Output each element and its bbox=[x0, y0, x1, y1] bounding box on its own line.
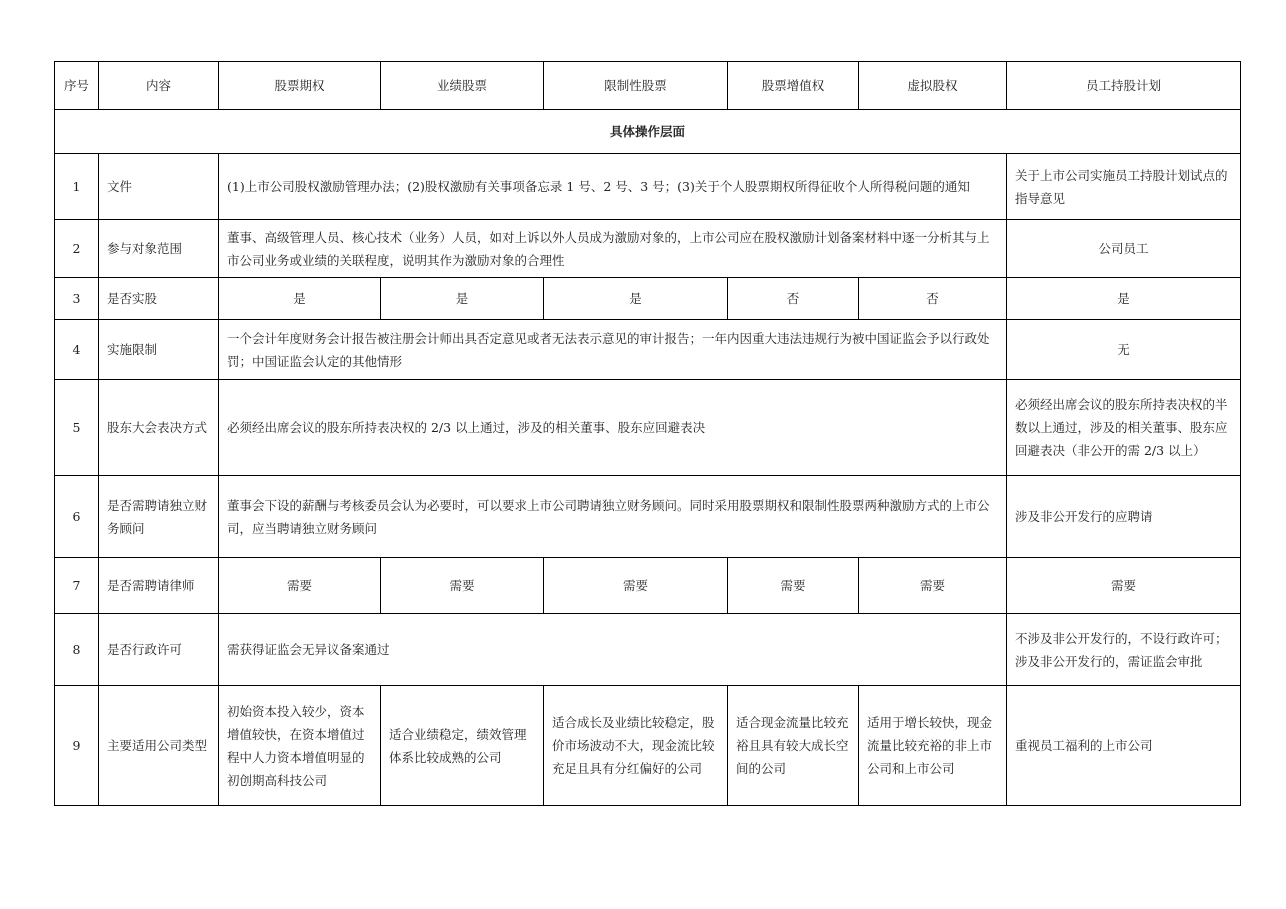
row-cell: 需要 bbox=[728, 558, 859, 614]
header-cell: 序号 bbox=[55, 62, 99, 110]
table-row bbox=[55, 476, 1241, 558]
table-row bbox=[55, 220, 1241, 278]
row-common-value: 需获得证监会无异议备案通过 bbox=[219, 614, 1007, 686]
table-row bbox=[55, 380, 1241, 476]
row-number: 2 bbox=[55, 220, 99, 278]
row-cell: 需要 bbox=[859, 558, 1007, 614]
table-row bbox=[55, 558, 1241, 614]
row-number: 7 bbox=[55, 558, 99, 614]
row-cell: 是 bbox=[381, 278, 544, 320]
row-item: 是否实股 bbox=[99, 278, 219, 320]
row-number: 5 bbox=[55, 380, 99, 476]
table-row bbox=[55, 154, 1241, 220]
table-row bbox=[55, 320, 1241, 380]
row-esop-value: 不涉及非公开发行的，不设行政许可；涉及非公开发行的，需证监会审批 bbox=[1007, 614, 1241, 686]
section-row bbox=[55, 110, 1241, 154]
header-cell: 限制性股票 bbox=[544, 62, 728, 110]
row-common-value: 一个会计年度财务会计报告被注册会计师出具否定意见或者无法表示意见的审计报告；一年内因重大违法违规行为被中国证监会予以行政处罚；中国证监会认定的其他情形 bbox=[219, 320, 1007, 380]
row-cell: 是 bbox=[544, 278, 728, 320]
row-item: 参与对象范围 bbox=[99, 220, 219, 278]
row-common-value: 董事会下设的薪酬与考核委员会认为必要时，可以要求上市公司聘请独立财务顾问。同时采用股票期权和限制性股票两种激励方式的上市公司，应当聘请独立财务顾问 bbox=[219, 476, 1007, 558]
row-common-value: (1)上市公司股权激励管理办法；(2)股权激励有关事项备忘录 1 号、2 号、3 号；(3)关于个人股票期权所得征收个人所得税问题的通知 bbox=[219, 154, 1007, 220]
row-number: 8 bbox=[55, 614, 99, 686]
row-esop-value: 涉及非公开发行的应聘请 bbox=[1007, 476, 1241, 558]
header-cell: 员工持股计划 bbox=[1007, 62, 1241, 110]
incentive-comparison-table bbox=[54, 61, 1241, 806]
row-cell: 否 bbox=[859, 278, 1007, 320]
row-number: 6 bbox=[55, 476, 99, 558]
row-number: 4 bbox=[55, 320, 99, 380]
header-cell: 虚拟股权 bbox=[859, 62, 1007, 110]
row-item: 股东大会表决方式 bbox=[99, 380, 219, 476]
row-item: 文件 bbox=[99, 154, 219, 220]
row-item: 是否需聘请律师 bbox=[99, 558, 219, 614]
row-cell: 是 bbox=[219, 278, 381, 320]
row-cell: 需要 bbox=[1007, 558, 1241, 614]
table-row bbox=[55, 614, 1241, 686]
row-cell: 适合业绩稳定，绩效管理体系比较成熟的公司 bbox=[381, 686, 544, 806]
row-item: 实施限制 bbox=[99, 320, 219, 380]
row-item: 主要适用公司类型 bbox=[99, 686, 219, 806]
header-cell: 股票期权 bbox=[219, 62, 381, 110]
row-esop-value: 公司员工 bbox=[1007, 220, 1241, 278]
row-cell: 重视员工福利的上市公司 bbox=[1007, 686, 1241, 806]
header-cell: 内容 bbox=[99, 62, 219, 110]
section-title: 具体操作层面 bbox=[55, 110, 1241, 154]
row-number: 9 bbox=[55, 686, 99, 806]
row-cell: 否 bbox=[728, 278, 859, 320]
row-cell: 初始资本投入较少，资本增值较快，在资本增值过程中人力资本增值明显的初创期高科技公司 bbox=[219, 686, 381, 806]
row-esop-value: 关于上市公司实施员工持股计划试点的指导意见 bbox=[1007, 154, 1241, 220]
row-esop-value: 必须经出席会议的股东所持表决权的半数以上通过，涉及的相关董事、股东应回避表决（非公开的需 2/3 以上） bbox=[1007, 380, 1241, 476]
header-cell: 业绩股票 bbox=[381, 62, 544, 110]
row-esop-value: 无 bbox=[1007, 320, 1241, 380]
table-header-row bbox=[55, 62, 1241, 110]
row-cell: 适合现金流量比较充裕且具有较大成长空间的公司 bbox=[728, 686, 859, 806]
row-cell: 是 bbox=[1007, 278, 1241, 320]
row-cell: 需要 bbox=[219, 558, 381, 614]
table-row bbox=[55, 278, 1241, 320]
header-cell: 股票增值权 bbox=[728, 62, 859, 110]
row-number: 1 bbox=[55, 154, 99, 220]
row-cell: 适用于增长较快，现金流量比较充裕的非上市公司和上市公司 bbox=[859, 686, 1007, 806]
row-item: 是否需聘请独立财务顾问 bbox=[99, 476, 219, 558]
row-item: 是否行政许可 bbox=[99, 614, 219, 686]
row-cell: 需要 bbox=[381, 558, 544, 614]
row-common-value: 必须经出席会议的股东所持表决权的 2/3 以上通过，涉及的相关董事、股东应回避表决 bbox=[219, 380, 1007, 476]
row-number: 3 bbox=[55, 278, 99, 320]
row-common-value: 董事、高级管理人员、核心技术（业务）人员，如对上诉以外人员成为激励对象的，上市公司应在股权激励计划备案材料中逐一分析其与上市公司业务或业绩的关联程度，说明其作为激励对象的合理性 bbox=[219, 220, 1007, 278]
row-cell: 适合成长及业绩比较稳定，股价市场波动不大，现金流比较充足且具有分红偏好的公司 bbox=[544, 686, 728, 806]
table-row bbox=[55, 686, 1241, 806]
row-cell: 需要 bbox=[544, 558, 728, 614]
